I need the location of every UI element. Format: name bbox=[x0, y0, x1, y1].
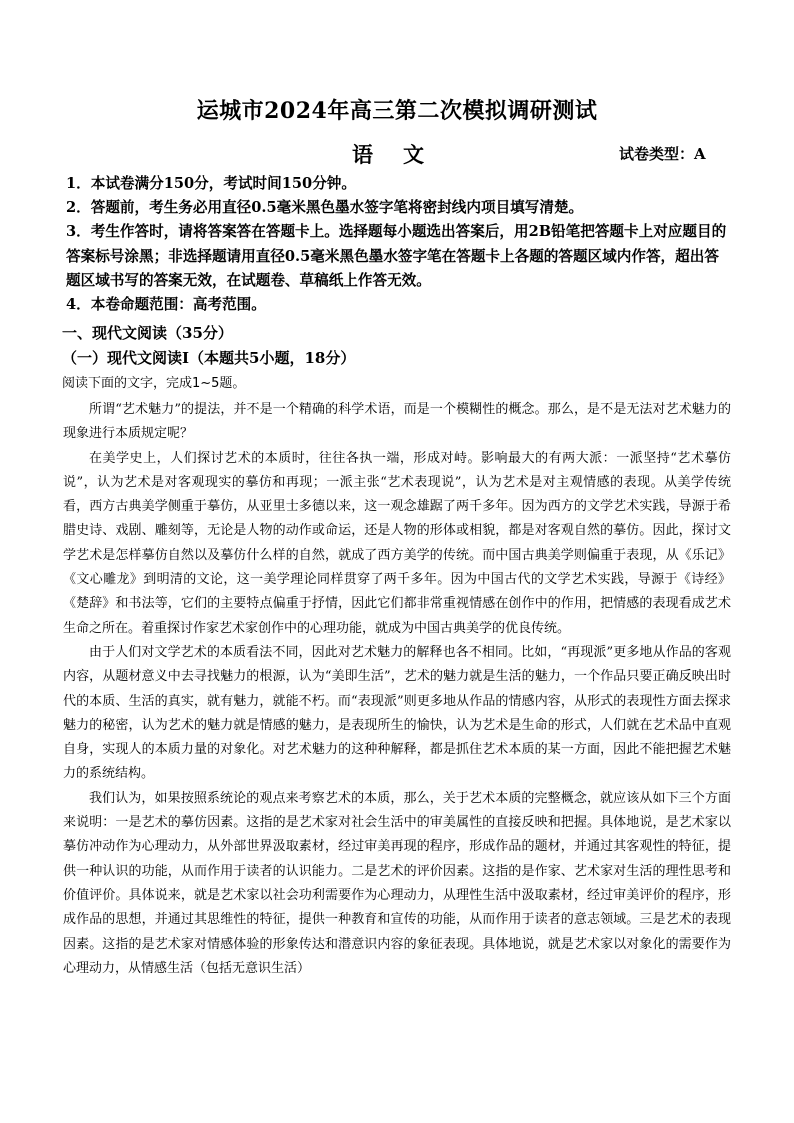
reading-instruction: 阅读下面的文字，完成1~5题。 bbox=[62, 376, 246, 391]
note-item: 4．本卷命题范围：高考范围。 bbox=[66, 296, 266, 314]
paper-type-label: 试卷类型：A bbox=[619, 145, 706, 163]
reading-passage bbox=[63, 398, 731, 981]
note-item: 2．答题前，考生务必用直径0.5毫米黑色墨水签字笔将密封线内项目填写清楚。 bbox=[66, 199, 584, 217]
note-item: 3．考生作答时，请将答案答在答题卡上。选择题每小题选出答案后，用2B铅笔把答题卡上对应题目的答案标号涂黑；非选择题请用直径0.5毫米黑色墨水签字笔在答题卡上各题的答题区域内作答，超出答题区域书写的答案无效，在试题卷、草稿纸上作答无效。 bbox=[66, 223, 727, 289]
passage-paragraph: 所谓“艺术魅力”的提法，并不是一个精确的科学术语，而是一个模糊性的概念。那么，是不是无法对艺术魅力的现象进行本质规定呢？ bbox=[63, 402, 731, 442]
subsection-heading: （一）现代文阅读Ⅰ（本题共5小题，18分） bbox=[62, 349, 356, 367]
exam-notes bbox=[66, 172, 728, 317]
exam-title: 运城市2024年高三第二次模拟调研测试 bbox=[196, 98, 598, 124]
subject-label: 语文 bbox=[352, 142, 454, 167]
passage-paragraph: 在美学史上，人们探讨艺术的本质时，往往各执一端，形成对峙。影响最大的有两大派：一派坚持“艺术摹仿说”，认为艺术是对客观现实的摹仿和再现；一派主张“艺术表现说”，认为艺术是对主观情感的表现。从美学传统看，西方古典美学侧重于摹仿，从亚里士多德以来，这一观念雄踞了两千多年。因为西方的文学艺术实践，导源于希腊史诗、戏剧、雕刻等，无论是人物的动作或命运，还是人物的形体或相貌，都是对客观自然的摹仿。因此，探讨文学艺术是怎样摹仿自然以及摹仿什么样的自然，就成了西方美学的传统。而中国古典美学则偏重于表现，从《乐记》《文心雕龙》到明清的文论，这一美学理论同样贯穿了两千多年。因为中国古代的文学艺术实践，导源于《诗经》《楚辞》和书法等，它们的主要特点偏重于抒情，因此它们都非常重视情感在创作中的作用，把情感的表现看成艺术生命之所在。着重探讨作家艺术家创作中的心理功能，就成为中国古典美学的优良传统。 bbox=[63, 450, 731, 636]
note-item: 1．本试卷满分150分，考试时间150分钟。 bbox=[66, 175, 356, 192]
passage-paragraph: 我们认为，如果按照系统论的观点来考察艺术的本质，那么，关于艺术本质的完整概念，就应该从如下三个方面来说明：一是艺术的摹仿因素。这指的是艺术家对社会生活中的审美属性的直接反映和把握。具体地说，是艺术家以摹仿冲动作为心理动力，从外部世界汲取素材，经过审美再现的程序，形成作品的题材，并通过其客观性的特征，提供一种认识的功能，从而作用于读者的认识能力。二是艺术的评价因素。这指的是作家、艺术家对生活的理性思考和价值评价。具体说来，就是艺术家以社会功利需要作为心理动力，从理性生活中汲取素材，经过审美评价的程序，形成作品的思想，并通过其思维性的特征，提供一种教育和宣传的功能，从而作用于读者的意志领域。三是艺术的表现因素。这指的是艺术家对情感体验的形象传达和潜意识内容的象征表现。具体地说，就是艺术家以对象化的需要作为心理动力，从情感生活（包括无意识生活） bbox=[63, 790, 731, 976]
section-heading: 一、现代文阅读（35分） bbox=[62, 324, 233, 342]
passage-paragraph: 由于人们对文学艺术的本质看法不同，因此对艺术魅力的解释也各不相同。比如，“再现派”更多地从作品的客观内容，从题材意义中去寻找魅力的根源，认为“美即生活”，艺术的魅力就是生活的魅力，一个作品只要正确反映出时代的本质、生活的真实，就有魅力，就能不朽。而“表现派”则更多地从作品的情感内容，从形式的表现性方面去探求魅力的秘密，认为艺术的魅力就是情感的魅力，是表现所生的愉快，认为艺术是生命的形式，人们就在艺术品中直观自身，实现人的本质力量的对象化。对艺术魅力的这种种解释，都是抓住艺术本质的某一方面，因此不能把握艺术魅力的系统结构。 bbox=[63, 644, 731, 782]
